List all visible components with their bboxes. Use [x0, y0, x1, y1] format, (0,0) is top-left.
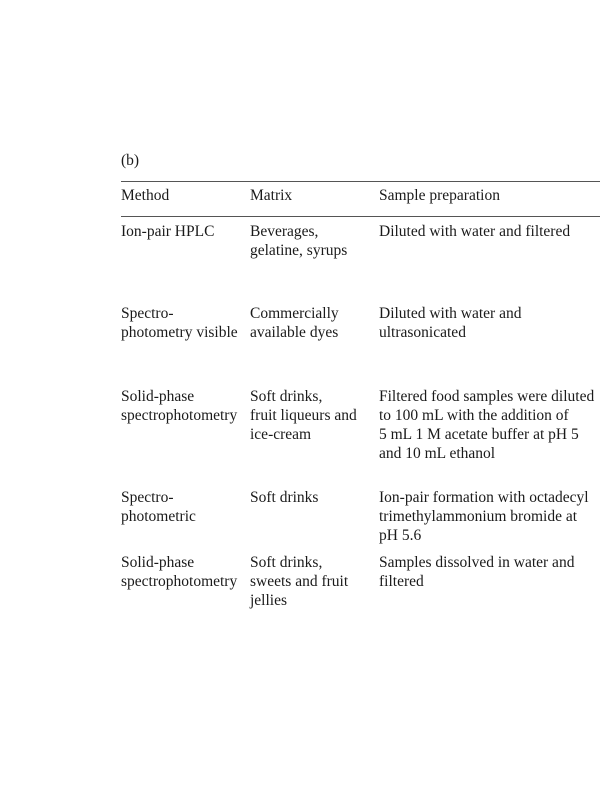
table-row-2-matrix: Commercially available dyes — [250, 305, 339, 341]
table-row-4-preparation: Ion-pair formation with octadecyl trimethylammonium bromide at pH 5.6 — [379, 489, 589, 544]
table-row-5-matrix: Soft drinks, sweets and fruit jellies — [250, 554, 349, 609]
header-method: Method — [121, 187, 170, 204]
table-label: (b) — [121, 152, 140, 169]
table-row-4-method: Spectro- photometric — [121, 489, 196, 525]
table-row-1-matrix: Beverages, gelatine, syrups — [250, 223, 348, 259]
table-row-1-method: Ion-pair HPLC — [121, 223, 215, 240]
table-row-3-matrix: Soft drinks, fruit liqueurs and ice-cream — [250, 388, 357, 443]
table-row-5-preparation: Samples dissolved in water and filtered — [379, 554, 575, 590]
table-top-rule — [121, 181, 600, 182]
table-row-4-matrix: Soft drinks — [250, 489, 319, 506]
table-row-1-preparation: Diluted with water and filtered — [379, 223, 571, 240]
table-row-2-method: Spectro- photometry visible — [121, 305, 238, 341]
table-row-2-preparation: Diluted with water and ultrasonicated — [379, 305, 522, 341]
table-row-5-method: Solid-phase spectrophotometry — [121, 554, 238, 590]
header-rule — [121, 216, 600, 217]
header-matrix: Matrix — [250, 187, 293, 204]
header-sample-preparation: Sample preparation — [379, 187, 500, 204]
table-row-3-method: Solid-phase spectrophotometry — [121, 388, 238, 424]
table-row-3-preparation: Filtered food samples were diluted to 100 mL with the addition of 5 mL 1 M acetate buffer at pH 5 and 10 mL ethanol — [379, 388, 595, 462]
